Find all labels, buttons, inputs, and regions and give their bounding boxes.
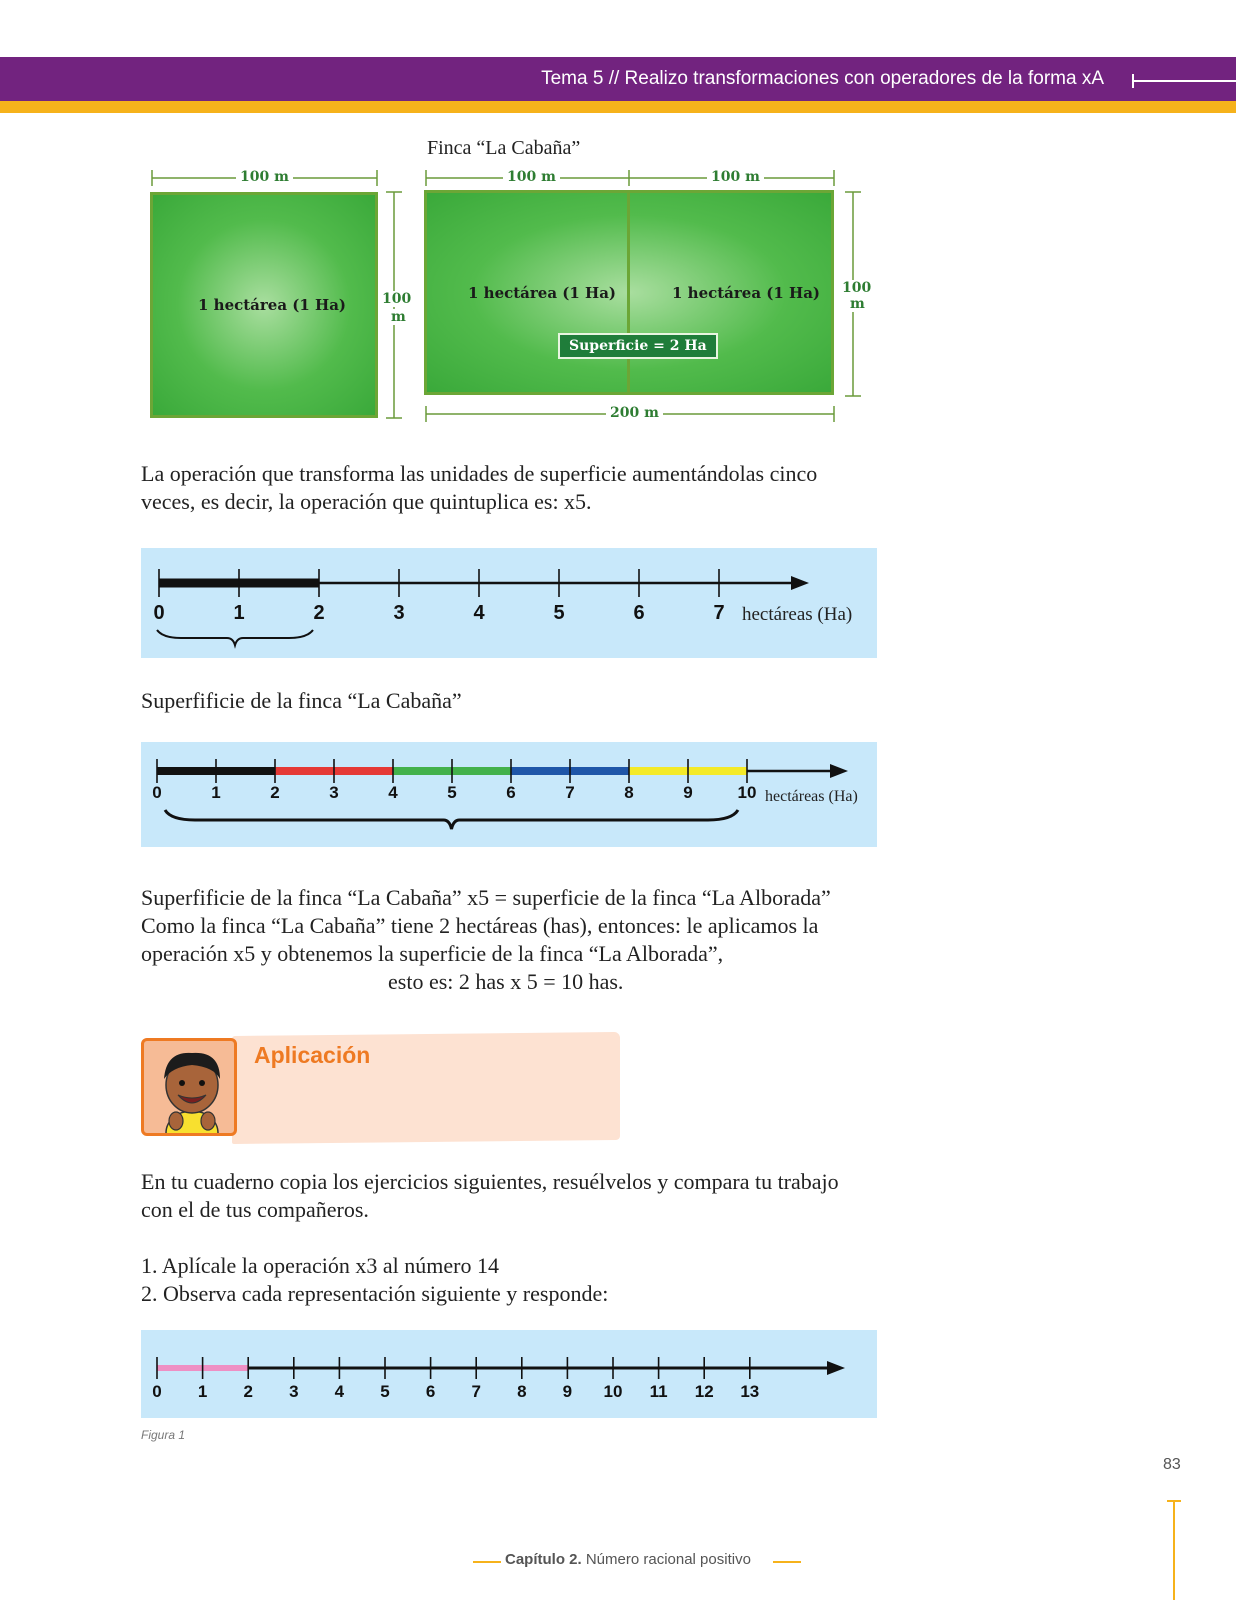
number-line-1-panel (141, 548, 877, 658)
header-stripe (0, 101, 1236, 113)
tick-label-1: 1 (211, 783, 221, 802)
footer-rule-right (773, 1561, 801, 1563)
left-height-label-1: 100 (382, 291, 412, 307)
number-line-3-panel (141, 1330, 877, 1418)
left-width-label: 100 m (236, 169, 293, 185)
tick-label-8: 8 (624, 783, 634, 802)
exercise-2: 2. Observa cada representación siguiente y responde: (141, 1281, 609, 1306)
tick-label-6: 6 (633, 602, 645, 624)
margin-rule (1173, 1500, 1175, 1600)
tick-label-4: 4 (334, 1382, 345, 1401)
paragraph-1-line-2: veces, es decir, la operación que quintuplica es: x5. (141, 489, 592, 514)
figure-caption-finca: Finca “La Cabaña” (427, 137, 581, 159)
tick-label-2: 2 (243, 1382, 253, 1401)
tick-label-2: 2 (313, 602, 325, 624)
figure-caption: Figura 1 (141, 1428, 186, 1442)
tick-label-0: 0 (152, 783, 162, 802)
tick-label-5: 5 (553, 602, 565, 624)
right-height-label-1: 100 (842, 280, 872, 296)
number-line-1 (141, 548, 877, 658)
tick-label-13: 13 (740, 1382, 760, 1401)
paragraph-2-line-4: esto es: 2 has x 5 = 10 has. (388, 969, 624, 994)
paragraph-2-line-3: operación x5 y obtenemos la superficie de la finca “La Alborada”, (141, 941, 724, 966)
tick-label-1: 1 (197, 1382, 208, 1401)
plot-area-label: 1 hectárea (1 Ha) (198, 296, 347, 314)
axis-arrow-icon (791, 576, 809, 590)
caption-la-cabana: Superfificie de la finca “La Cabaña” (141, 688, 462, 713)
axis-arrow-icon (830, 764, 848, 778)
tick-label-5: 5 (447, 783, 457, 802)
number-line-2-unit: hectáreas (Ha) (765, 788, 858, 805)
tick-label-10: 10 (603, 1382, 623, 1401)
footer-chapter: Capítulo 2. (505, 1551, 582, 1568)
footer-rule-left (473, 1561, 501, 1563)
right-height-label-2: m (850, 296, 865, 312)
paragraph-2-line-1: Superfificie de la finca “La Cabaña” x5 = superficie de la finca “La Alborada” (141, 885, 831, 910)
header-rule (1134, 80, 1236, 82)
tick-label-3: 3 (329, 783, 339, 802)
header-title: Tema 5 // Realizo transformaciones con operadores de la forma xA (541, 68, 1104, 89)
surface-badge: Superficie = 2 Ha (558, 333, 718, 359)
number-line-1-unit: hectáreas (Ha) (742, 604, 853, 625)
right-width-label-right: 100 m (707, 169, 764, 185)
aplicacion-avatar (141, 1038, 237, 1136)
right-width-label-left: 100 m (503, 169, 560, 185)
brace-icon (165, 810, 738, 829)
exercise-1: 1. Aplícale la operación x3 al número 14 (141, 1253, 499, 1278)
number-line-2-panel (141, 742, 877, 847)
footer (505, 1551, 751, 1568)
axis-arrow-icon (827, 1361, 845, 1375)
tick-label-9: 9 (562, 1382, 573, 1401)
tick-label-5: 5 (380, 1382, 390, 1401)
brace-icon (157, 630, 313, 645)
tick-label-12: 12 (694, 1382, 714, 1401)
tick-label-10: 10 (737, 783, 757, 802)
tick-label-2: 2 (270, 783, 280, 802)
tick-label-7: 7 (713, 602, 725, 624)
plot-divider (627, 190, 630, 395)
paragraph-2-line-2: Como la finca “La Cabaña” tiene 2 hectáreas (has), entonces: le aplicamos la (141, 913, 819, 938)
number-line-3 (141, 1330, 877, 1418)
paragraph-3-line-2: con el de tus compañeros. (141, 1197, 369, 1222)
right-bottom-label: 200 m (606, 405, 663, 421)
tick-label-6: 6 (506, 783, 516, 802)
footer-title: Número racional positivo (585, 1551, 751, 1568)
tick-label-7: 7 (565, 783, 575, 802)
left-height-label-2: m (391, 309, 406, 325)
tick-label-11: 11 (649, 1382, 668, 1401)
paragraph-1-line-1: La operación que transforma las unidades de superficie aumentándolas cinco (141, 461, 818, 486)
tick-label-8: 8 (517, 1382, 527, 1401)
paragraph-3-line-1: En tu cuaderno copia los ejercicios siguientes, resuélvelos y compara tu trabajo (141, 1169, 839, 1194)
tick-label-9: 9 (683, 783, 693, 802)
aplicacion-title: Aplicación (254, 1042, 371, 1068)
child-avatar-icon (144, 1041, 237, 1136)
page-number: 83 (1163, 1456, 1181, 1473)
tick-label-0: 0 (153, 602, 165, 624)
plot-area-label-right: 1 hectárea (1 Ha) (672, 284, 821, 302)
tick-label-1: 1 (233, 602, 245, 624)
tick-label-4: 4 (473, 602, 485, 624)
tick-label-4: 4 (388, 783, 398, 802)
tick-label-3: 3 (393, 602, 405, 624)
tick-label-6: 6 (425, 1382, 436, 1401)
plot-area-label-left: 1 hectárea (1 Ha) (468, 284, 617, 302)
tick-label-7: 7 (471, 1382, 481, 1401)
tick-label-0: 0 (152, 1382, 162, 1401)
tick-label-3: 3 (289, 1382, 299, 1401)
